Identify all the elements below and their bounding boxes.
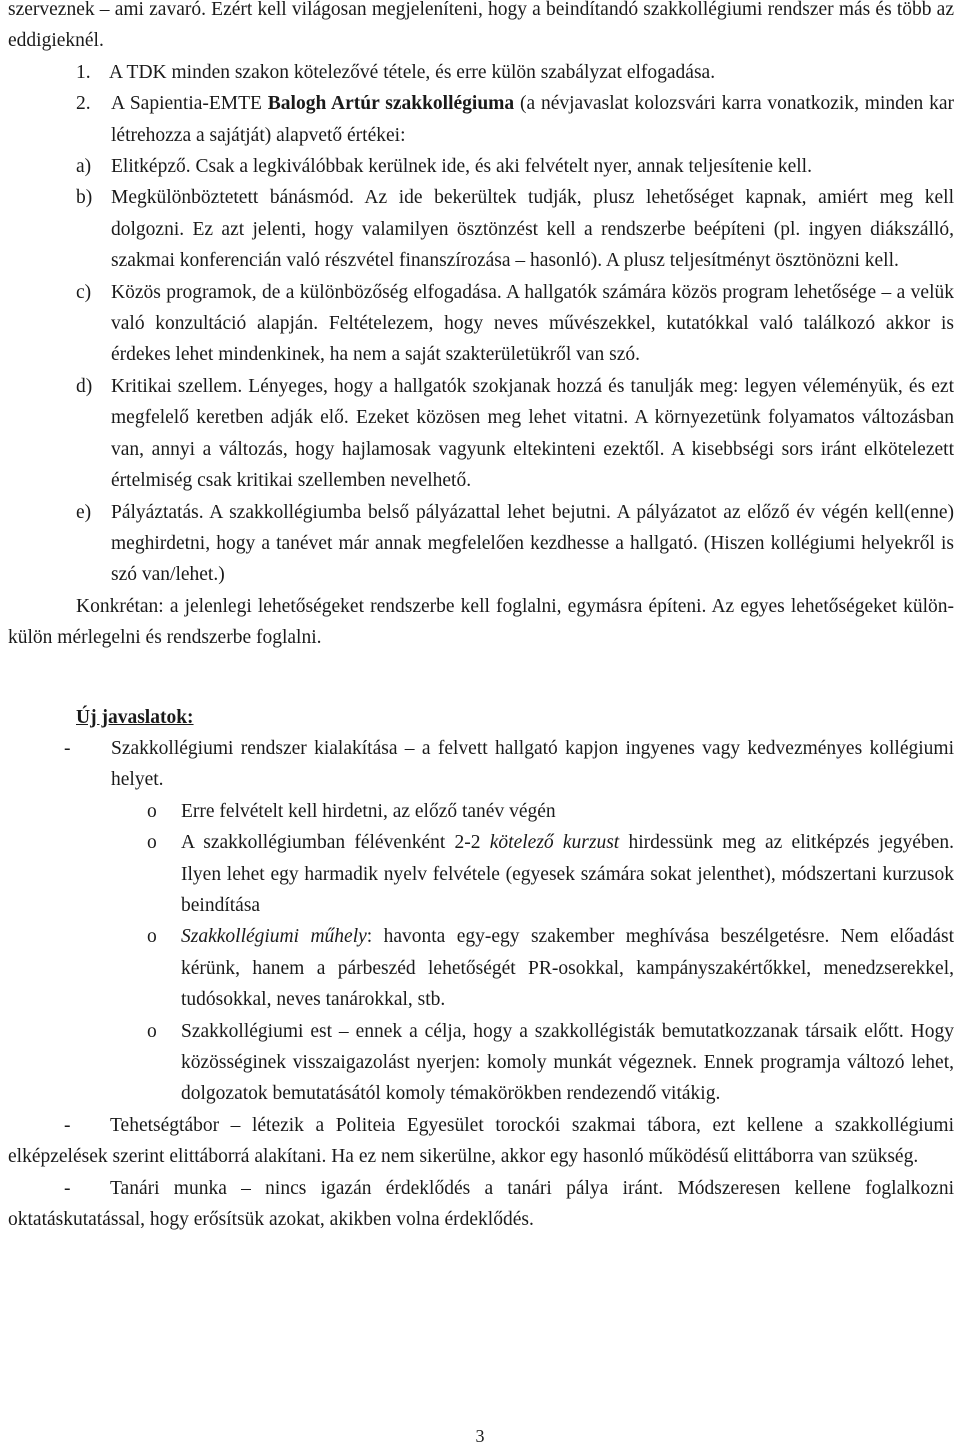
value-d xyxy=(0,371,960,497)
proposal-text: Tanári munka – nincs igazán érdeklődés a tanári pálya iránt. Módszeresen kellene foglalkozni oktatáskutatással, hogy erősítsük azokat, akikben volna érdeklődés. xyxy=(8,1177,954,1231)
value-a xyxy=(0,151,960,182)
value-text: Elitképző. Csak a legkiválóbbak kerülnek ide, és aki felvételt nyer, annak teljesítenie kell. xyxy=(111,156,812,178)
numbered-item-2 xyxy=(0,88,960,151)
sub-item-text-pre: A szakkollégiumban félévenként 2-2 xyxy=(181,832,490,854)
item-text-post: (a névjavaslat kolozsvári karra vonatkozik, minden kar létrehozza a sajátját) alapvető értékei: xyxy=(111,93,954,146)
sub-item-text: Erre felvételt kell hirdetni, az előző tanév végén xyxy=(181,800,556,822)
value-label: e) xyxy=(76,501,92,523)
proposal-text: Tehetségtábor – létezik a Politeia Egyesület torockói szakmai tábora, ezt kellene a szakkollégiumi elképzelések szerint elittáborrá alakítani. Ha ez nem sikerülne, akkor egy hasonló működésű elittáborra van szükség. xyxy=(8,1114,954,1168)
proposal-text: Szakkollégiumi rendszer kialakítása – a felvett hallgató kapjon ingyenes vagy kedvezményes kollégiumi helyet. xyxy=(111,737,954,791)
section-spacer xyxy=(0,654,960,702)
circle-bullet: o xyxy=(147,1020,157,1042)
sub-item-text-italic: kötelező kurzust xyxy=(489,832,620,854)
numbered-item-1 xyxy=(0,57,960,88)
sub-item-text: Szakkollégiumi est – ennek a célja, hogy a szakkollégisták bemutatkozzanak társaik előtt. Hogy közösséginek visszaigazolást nyerjen: komoly munkát végeznek. Ennek programja változó lehet, dolgozatok bemutatásától komoly témakörökben rendezendő vitákig. xyxy=(181,1020,954,1105)
sub-item-3 xyxy=(0,921,960,1015)
item-text-pre: A Sapientia-EMTE xyxy=(111,93,268,115)
value-b xyxy=(0,182,960,276)
sub-item-text-post: hirdessünk meg az elitképzés jegyében. Ilyen lehet egy harmadik nyelv felvétele (egyesek számára sokat jelenthet), módszertani kurzusok beindítása xyxy=(181,832,954,916)
section-heading: Új javaslatok: xyxy=(76,706,194,728)
dash-marker: - xyxy=(64,737,71,759)
proposal-3 xyxy=(0,1173,960,1236)
sub-item-2 xyxy=(0,827,960,921)
intro-paragraph: szerveznek – ami zavaró. Ezért kell világosan megjeleníteni, hogy a beindítandó szakkollégiumi rendszer más és több az eddigieknél. xyxy=(8,0,954,52)
circle-bullet: o xyxy=(147,926,157,948)
value-text: Megkülönböztetett bánásmód. Az ide bekerültek tudják, plusz lehetőséget kapnak, amiért meg kell dolgozni. Ez azt jelenti, hogy valamilyen ösztönzést kell a rendszerbe beépíteni (pl. ingyen diákszálló, szakmai konferencián való részvétel finanszírozása – hasonló). A plusz teljesítményt ösztönözni kell. xyxy=(111,187,954,272)
proposal-2 xyxy=(0,1110,960,1173)
dash-marker: - xyxy=(64,1177,71,1199)
value-label: d) xyxy=(76,375,93,397)
sub-item-text-post: : havonta egy-egy szakember meghívása beszélgetésre. Nem előadást kérünk, hanem a párbeszéd lehetőségét PR-osokkal, kampányszakértőkkel, menedzserekkel, tudósokkal, neves tanárokkal, stb. xyxy=(181,926,954,1011)
sub-item-4 xyxy=(0,1016,960,1110)
page-number: 3 xyxy=(475,1426,485,1446)
value-text: Kritikai szellem. Lényeges, hogy a hallgatók szokjanak hozzá és tanulják meg: legyen véleményük, és ezt megfelelő keretben adják elő. Ezeket közösen meg lehet vitatni. A környezetünk folyamatos változásban van, annyi a változás, hogy hajlamosak vagyunk eltekinteni ezektől. A kisebbségi sors iránt elkötelezett értelmiség csak kritikai szellemben nevelhető. xyxy=(111,375,954,492)
item-number: 2. xyxy=(76,93,91,115)
konkretan-paragraph: Konkrétan: a jelenlegi lehetőségeket rendszerbe kell foglalni, egymásra építeni. Az egyes lehetőségeket külön-külön mérlegelni és rendszerbe foglalni. xyxy=(8,595,954,649)
value-c xyxy=(0,277,960,371)
value-label: a) xyxy=(76,156,92,178)
item-text: A TDK minden szakon kötelezővé tétele, és erre külön szabályzat elfogadása. xyxy=(109,61,716,83)
item-text-bold: Balogh Artúr szakkollégiuma xyxy=(267,93,515,115)
dash-marker: - xyxy=(64,1114,71,1136)
proposal-1 xyxy=(0,733,960,796)
circle-bullet: o xyxy=(147,800,157,822)
circle-bullet: o xyxy=(147,832,157,854)
item-number: 1. xyxy=(76,61,91,83)
value-label: c) xyxy=(76,281,92,303)
value-text: Közös programok, de a különbözőség elfogadása. A hallgatók számára közös program lehetősége – a velük való konzultáció alapján. Feltételezem, hogy neves művészekkel, kutatókkal való találkozó akkor is érdekes lehet mindenkinek, ha nem a saját szakterületükről van szó. xyxy=(111,281,954,366)
value-text: Pályáztatás. A szakkollégiumba belső pályázattal lehet bejutni. A pályázatot az előző év végén kell(enne) meghirdetni, hogy a tanévet már annak megfelelően kezdhesse a hallgató. (Hiszen kollégiumi helyekről is szó van/lehet.) xyxy=(111,501,954,586)
sub-item-text-italic: Szakkollégiumi műhely xyxy=(181,926,367,948)
value-label: b) xyxy=(76,187,93,209)
value-e xyxy=(0,497,960,591)
sub-item-1 xyxy=(0,796,960,827)
